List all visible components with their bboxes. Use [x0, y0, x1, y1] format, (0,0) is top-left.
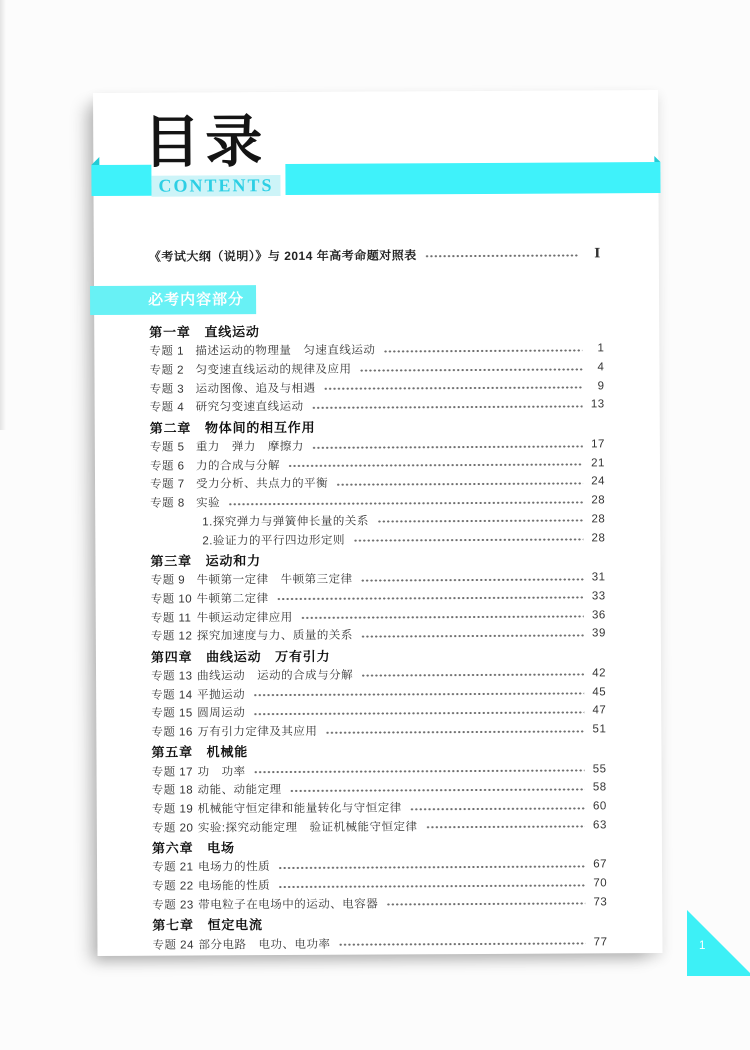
exam-outline-page-number: Ⅰ [594, 245, 601, 261]
topic-title: 运动图像、追及与相遇 [195, 382, 316, 396]
topic-label: 专题 10 [150, 593, 193, 606]
topic-title: 牛顿第二定律 [196, 592, 269, 606]
topic-title: 重力 弹力 摩擦力 [195, 440, 304, 454]
chapter-title: 第五章 机械能 [151, 744, 249, 761]
dot-leader [361, 664, 584, 684]
topic-title: 圆周运动 [197, 707, 246, 720]
toc-chapter-row [150, 414, 605, 437]
dot-leader [278, 874, 585, 894]
topic-label: 专题 22 [152, 880, 194, 893]
topic-page-number: 1 [597, 342, 605, 355]
topic-page-number: 60 [592, 800, 607, 813]
chapter-title: 第六章 电场 [151, 840, 235, 856]
topic-page-number: 70 [593, 877, 608, 890]
topic-label: 专题 7 [150, 478, 185, 492]
dot-leader [359, 358, 582, 378]
topic-page-number: 21 [591, 457, 605, 470]
dot-leader [410, 797, 585, 817]
topic-label: 专题 15 [151, 707, 193, 721]
dot-leader [383, 339, 582, 359]
topic-title: 动能、动能定理 [197, 784, 282, 797]
topic-label: 专题 14 [151, 689, 193, 702]
topic-label: 专题 11 [150, 612, 192, 625]
section-badge: 必考内容部分 [90, 285, 256, 315]
toc-topic-row [150, 472, 605, 493]
topic-title: 力的合成与分解 [195, 459, 280, 473]
toc-chapter-row [149, 318, 604, 341]
dot-leader [277, 587, 584, 607]
dot-leader [253, 683, 584, 703]
topic-title: 万有引力定律及其应用 [197, 725, 318, 739]
topic-label: 专题 3 [149, 383, 185, 396]
toc-chapter-row [151, 643, 606, 666]
topic-page-number: 24 [591, 475, 606, 488]
contents-subtitle: CONTENTS [151, 175, 280, 197]
topic-title: 带电粒子在电场中的运动、电容器 [198, 898, 379, 912]
topic-page-number: 39 [592, 627, 606, 640]
toc-topic-row [151, 720, 606, 741]
title-ribbon-right [285, 162, 660, 195]
sub-page-number: 28 [591, 531, 606, 544]
dot-leader [254, 760, 585, 780]
toc-topic-row [152, 778, 607, 799]
topic-label: 专题 8 [150, 497, 185, 510]
toc-chapter-row [152, 834, 607, 857]
book-page [93, 90, 663, 956]
toc-topic-row [151, 701, 606, 722]
topic-page-number: 36 [591, 608, 606, 621]
toc-topic-row [151, 624, 606, 645]
dot-leader [338, 933, 585, 953]
topic-title: 电场能的性质 [198, 880, 271, 893]
topic-page-number: 13 [590, 398, 605, 411]
toc-topic-row [152, 760, 607, 781]
topic-title: 受力分析、共点力的平衡 [196, 478, 329, 491]
toc-topic-row [150, 435, 605, 456]
topic-title: 电场力的性质 [198, 861, 271, 874]
toc-topic-row [150, 395, 605, 416]
topic-title: 实验 [196, 497, 221, 510]
dot-leader [312, 396, 583, 416]
chapter-title: 第三章 运动和力 [150, 553, 261, 569]
dot-leader [353, 529, 584, 549]
topic-label: 专题 5 [149, 441, 185, 454]
corner-page-number: 1 [699, 940, 706, 952]
sub-title: 1.探究弹力与弹簧伸长量的关系 [202, 515, 369, 529]
topic-page-number: 63 [593, 819, 607, 832]
topic-label: 专题 24 [152, 939, 194, 952]
toc-topic-row [151, 664, 606, 685]
topic-label: 专题 19 [151, 803, 194, 816]
topic-label: 专题 9 [150, 574, 186, 587]
dot-leader [425, 816, 584, 836]
dot-leader [360, 568, 583, 588]
topic-page-number: 42 [592, 667, 607, 680]
dot-leader [377, 510, 584, 530]
topic-page-number: 77 [593, 935, 608, 948]
topic-title: 牛顿运动定律应用 [196, 611, 293, 625]
topic-title: 部分电路 电功、电功率 [198, 938, 331, 951]
ribbon-fold-left [91, 157, 99, 165]
topic-label: 专题 1 [149, 345, 184, 359]
topic-title: 探究加速度与力、质量的关系 [196, 629, 353, 643]
toc-sub-row [150, 529, 605, 550]
topic-title: 描述运动的物理量 匀速直线运动 [195, 344, 376, 358]
topic-page-number: 17 [591, 438, 605, 451]
topic-page-number: 58 [592, 781, 607, 794]
toc-chapter-row [152, 912, 607, 935]
dot-leader [290, 778, 585, 798]
toc-topic-row [149, 377, 604, 398]
topic-title: 研究匀变速直线运动 [195, 401, 304, 414]
chapter-title: 第七章 恒定电流 [152, 917, 263, 933]
topic-label: 专题 6 [149, 460, 185, 473]
topic-page-number: 51 [592, 723, 607, 736]
dot-leader [425, 242, 579, 265]
topic-title: 功 功率 [197, 765, 246, 779]
chapter-title: 第二章 物体间的相互作用 [149, 419, 316, 436]
topic-label: 专题 13 [151, 670, 193, 683]
dot-leader [386, 893, 585, 913]
toc-sub-row [150, 510, 605, 531]
dot-leader [325, 720, 584, 740]
toc-topic-row [152, 893, 607, 914]
page-corner-marker [687, 910, 750, 976]
dot-leader [301, 606, 584, 626]
toc-topic-row [152, 797, 607, 818]
topic-page-number: 33 [591, 590, 606, 603]
toc-topic-row [152, 874, 607, 895]
exam-outline-row [149, 242, 601, 266]
toc-list [149, 318, 607, 953]
topic-label: 专题 17 [151, 766, 194, 779]
photo-edge-strip [0, 0, 6, 430]
topic-page-number: 67 [593, 858, 608, 871]
dot-leader [278, 856, 585, 876]
sub-title: 2.验证力的平行四边形定则 [202, 534, 345, 547]
topic-title: 实验:探究动能定理 验证机械能守恒定律 [197, 821, 418, 835]
toc-topic-row [150, 491, 605, 512]
topic-label: 专题 12 [150, 630, 193, 643]
toc-topic-row [150, 454, 605, 475]
topic-label: 专题 4 [149, 401, 185, 415]
topic-page-number: 9 [597, 380, 605, 393]
topic-title: 匀变速直线运动的规律及应用 [195, 363, 352, 377]
topic-label: 专题 23 [152, 899, 194, 912]
chapter-title: 第四章 曲线运动 万有引力 [150, 648, 331, 665]
toc-chapter-row [151, 739, 606, 762]
topic-label: 专题 16 [151, 726, 193, 739]
topic-page-number: 55 [592, 763, 607, 776]
topic-page-number: 28 [591, 494, 606, 507]
toc-topic-row [151, 568, 606, 589]
topic-title: 平抛运动 [197, 688, 246, 702]
toc-topic-row [149, 358, 604, 379]
toc-chapter-row [150, 547, 605, 570]
toc-topic-row [149, 339, 604, 360]
exam-outline-title: 《考试大纲（说明）》与 2014 年高考命题对照表 [148, 247, 417, 264]
dot-leader [323, 377, 582, 397]
topic-page-number: 73 [593, 896, 608, 909]
page-title: 目录 [143, 110, 268, 175]
topic-label: 专题 21 [152, 861, 194, 875]
chapter-title: 第一章 直线运动 [149, 324, 260, 340]
toc-topic-row [152, 933, 607, 954]
topic-title: 机械能守恒定律和能量转化与守恒定律 [197, 802, 402, 816]
topic-page-number: 45 [592, 685, 607, 699]
topic-label: 专题 20 [151, 822, 194, 835]
topic-label: 专题 2 [149, 364, 185, 377]
dot-leader [253, 701, 584, 721]
dot-leader [312, 435, 583, 455]
toc-topic-row [152, 855, 607, 876]
topic-title: 牛顿第一定律 牛顿第三定律 [196, 573, 353, 587]
dot-leader [336, 473, 583, 493]
sub-page-number: 28 [591, 513, 606, 526]
topic-page-number: 47 [592, 704, 607, 717]
toc-topic-row [151, 606, 606, 627]
topic-title: 曲线运动 运动的合成与分解 [197, 669, 354, 683]
topic-page-number: 4 [597, 361, 605, 374]
toc-topic-row [151, 587, 606, 608]
toc-topic-row [152, 816, 607, 837]
toc-topic-row [151, 683, 606, 704]
dot-leader [361, 624, 584, 644]
topic-page-number: 31 [591, 571, 606, 584]
topic-label: 专题 18 [151, 784, 194, 798]
dot-leader [288, 454, 583, 474]
dot-leader [228, 491, 583, 512]
